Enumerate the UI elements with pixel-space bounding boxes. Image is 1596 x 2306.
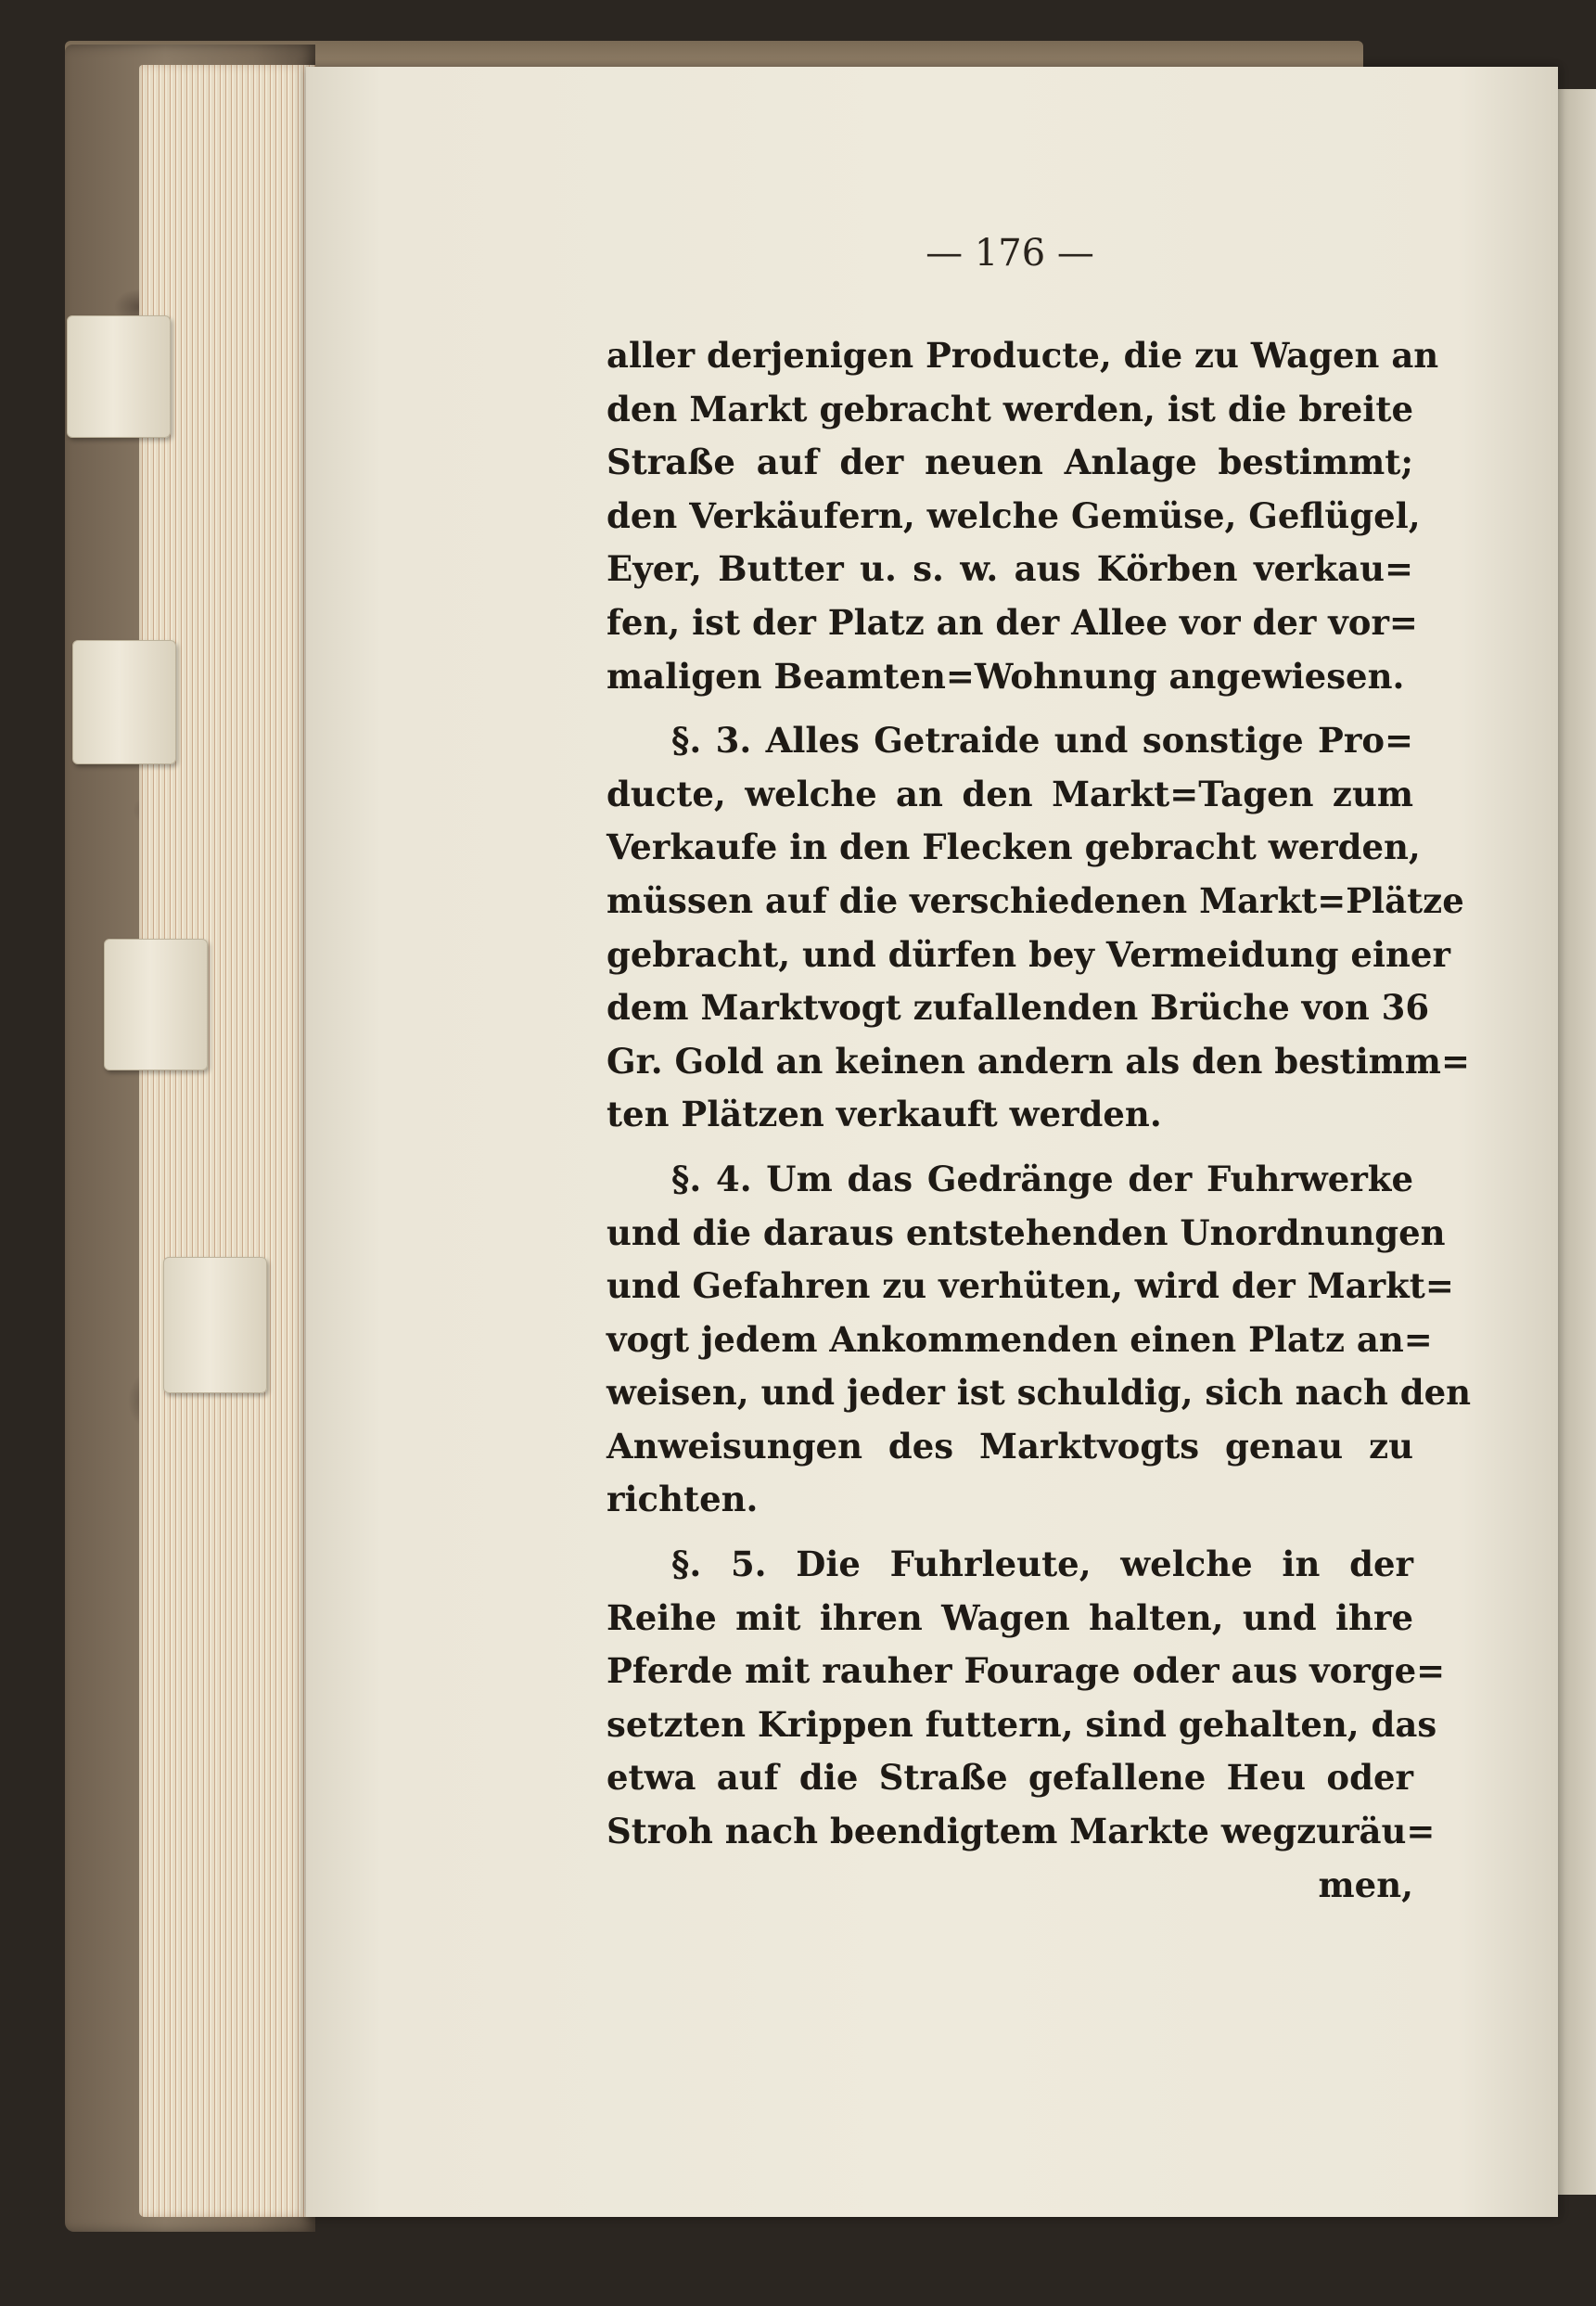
paragraph-intro xyxy=(606,329,1439,703)
paper-tab xyxy=(67,315,171,438)
catchword: men, xyxy=(1318,1864,1413,1905)
text-line: Eyer, Butter u. s. w. aus Körben verkau= xyxy=(606,548,1413,590)
paper-tab xyxy=(104,939,208,1070)
text-line: Reihe mit ihren Wagen halten, und ihre xyxy=(606,1596,1413,1638)
text-line: aller derjenigen Producte, die zu Wagen an xyxy=(606,335,1439,376)
text-line: etwa auf die Straße gefallene Heu oder xyxy=(606,1757,1413,1799)
facing-page-edge xyxy=(1554,89,1596,2195)
text-line: ducte, welche an den Markt=Tagen zum xyxy=(606,773,1413,814)
text-line: Stroh nach beendigtem Markte wegzuräu= xyxy=(606,1811,1436,1852)
text-line: §. 5. Die Fuhrleute, welche in der xyxy=(671,1544,1413,1585)
text-line: Verkaufe in den Flecken gebracht werden, xyxy=(606,826,1421,868)
paragraph-section-3 xyxy=(606,714,1470,1142)
text-line: den Verkäufern, welche Gemüse, Geflügel, xyxy=(606,494,1421,536)
text-line: und die daraus entstehenden Unordnungen xyxy=(606,1211,1446,1253)
text-line: vogt jedem Ankommenden einen Platz an= xyxy=(606,1318,1433,1360)
text-line: den Markt gebracht werden, ist die breite xyxy=(606,388,1413,429)
text-line: Gr. Gold an keinen andern als den bestimm= xyxy=(606,1040,1470,1082)
text-line: ten Plätzen verkauft werden. xyxy=(606,1094,1162,1135)
page-number-header: — 176 — xyxy=(926,232,1094,275)
text-line: §. 4. Um das Gedränge der Fuhrwerke xyxy=(671,1158,1413,1199)
text-line: setzten Krippen futtern, sind gehalten, das xyxy=(606,1703,1437,1745)
text-line: und Gefahren zu verhüten, wird der Markt= xyxy=(606,1265,1454,1307)
paper-tab xyxy=(72,640,176,764)
text-line: müssen auf die verschiedenen Markt=Plätze xyxy=(606,879,1464,921)
text-line: richten. xyxy=(606,1479,759,1520)
text-line: §. 3. Alles Getraide und sonstige Pro= xyxy=(671,720,1413,762)
text-line: gebracht, und dürfen bey Vermeidung einer xyxy=(606,933,1450,975)
paper-tab xyxy=(163,1257,267,1393)
text-line: dem Marktvogt zufallenden Brüche von 36 xyxy=(606,987,1430,1029)
text-line: Anweisungen des Marktvogts genau zu xyxy=(606,1425,1413,1467)
paragraph-section-5 xyxy=(606,1538,1446,1859)
text-line: fen, ist der Platz an der Allee vor der vor= xyxy=(606,601,1418,643)
text-line: Straße auf der neuen Anlage bestimmt; xyxy=(606,442,1413,483)
page-text xyxy=(606,329,1472,1912)
text-line: Pferde mit rauher Fourage oder aus vorge= xyxy=(606,1650,1446,1692)
text-line: maligen Beamten=Wohnung angewiesen. xyxy=(606,655,1405,697)
text-line: weisen, und jeder ist schuldig, sich nach den xyxy=(606,1372,1472,1414)
paragraph-section-4 xyxy=(606,1153,1472,1527)
